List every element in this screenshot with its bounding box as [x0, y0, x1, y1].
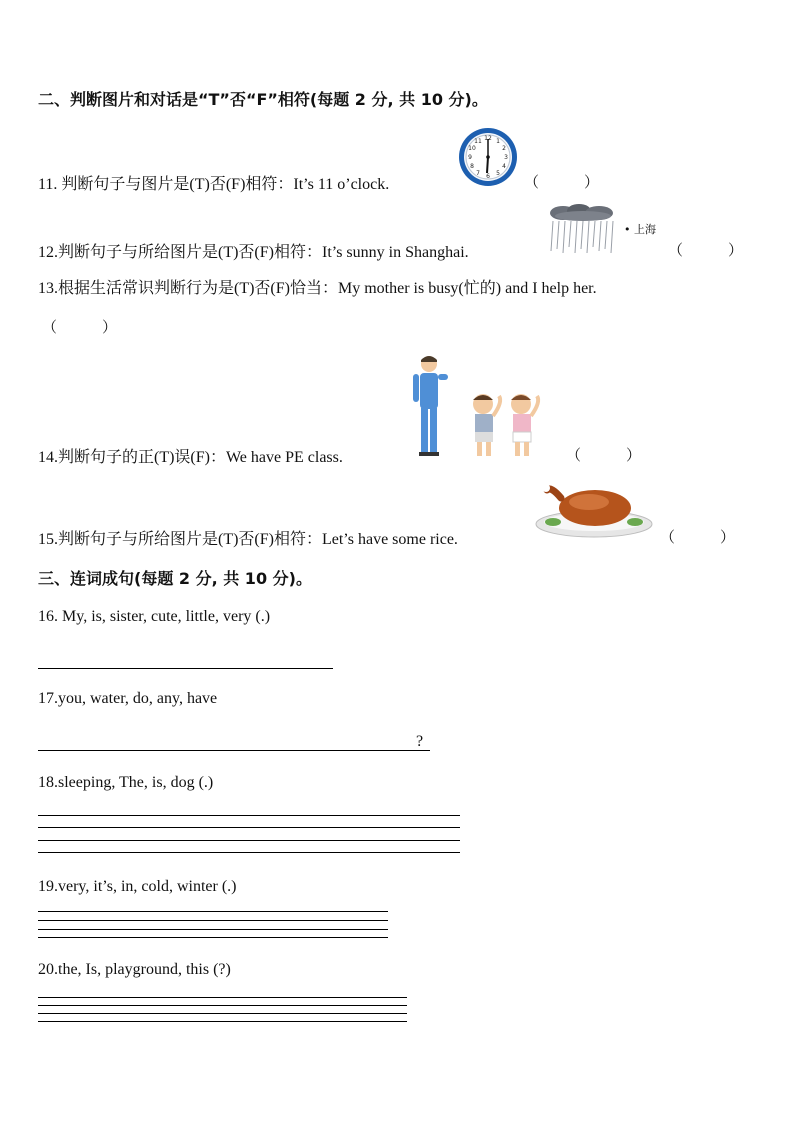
answer-line-20d[interactable]: [38, 1021, 407, 1022]
svg-text:10: 10: [468, 145, 476, 152]
answer-line-19a[interactable]: [38, 911, 388, 912]
answer-line-18a[interactable]: [38, 815, 460, 816]
answer-line-18d[interactable]: [38, 852, 460, 853]
svg-text:11: 11: [474, 138, 482, 145]
question-19: 19.very, it’s, in, cold, winter (.): [38, 878, 237, 895]
answer-line-19c[interactable]: [38, 929, 388, 930]
roast-turkey-icon: [533, 478, 655, 542]
svg-text:8: 8: [470, 163, 474, 170]
svg-text:9: 9: [468, 154, 472, 161]
question-16: 16. My, is, sister, cute, little, very (.): [38, 608, 271, 625]
question-20: 20.the, Is, playground, this (?): [38, 961, 231, 978]
question-11: 11. 判断句子与图片是(T)否(F)相符：It’s 11 o’clock.: [38, 176, 390, 193]
answer-blank-13[interactable]: （ ）: [42, 320, 118, 336]
rain-cloud-icon: [547, 203, 619, 255]
svg-text:5: 5: [496, 170, 500, 177]
svg-text:2: 2: [502, 145, 506, 152]
answer-line-18b[interactable]: [38, 827, 460, 828]
answer-line-20c[interactable]: [38, 1013, 407, 1014]
answer-line-19b[interactable]: [38, 920, 388, 921]
shanghai-label: • 上海: [624, 223, 656, 236]
answer-line-20b[interactable]: [38, 1005, 407, 1006]
exercise-people-icon: [407, 352, 547, 462]
svg-text:6: 6: [486, 173, 490, 180]
clock-icon: [456, 126, 520, 188]
answer-line-19d[interactable]: [38, 937, 388, 938]
answer-line-20a[interactable]: [38, 997, 407, 998]
question-mark-17: ?: [416, 733, 424, 750]
answer-blank-12[interactable]: （ ）: [668, 243, 744, 259]
question-13: 13.根据生活常识判断行为是(T)否(F)恰当：My mother is busy(忙的) and I help her.: [38, 280, 597, 297]
svg-text:7: 7: [476, 170, 480, 177]
svg-text:3: 3: [504, 154, 508, 161]
answer-line-18c[interactable]: [38, 840, 460, 841]
question-17: 17.you, water, do, any, have: [38, 690, 218, 707]
answer-blank-11[interactable]: （ ）: [524, 175, 600, 191]
question-14: 14.判断句子的正(T)误(F)：We have PE class.: [38, 449, 343, 466]
section-3-title: 三、连词成句(每题 2 分, 共 10 分)。: [38, 569, 312, 588]
question-18: 18.sleeping, The, is, dog (.): [38, 774, 214, 791]
answer-line-16[interactable]: [38, 668, 333, 669]
answer-blank-14[interactable]: （ ）: [566, 448, 642, 464]
question-15: 15.判断句子与所给图片是(T)否(F)相符：Let’s have some rice.: [38, 531, 458, 548]
svg-text:1: 1: [496, 138, 500, 145]
question-12: 12.判断句子与所给图片是(T)否(F)相符：It’s sunny in Shanghai.: [38, 244, 469, 261]
section-2-title: 二、判断图片和对话是“T”否“F”相符(每题 2 分, 共 10 分)。: [38, 90, 488, 109]
answer-blank-15[interactable]: （ ）: [660, 530, 736, 546]
svg-text:12: 12: [484, 135, 492, 142]
svg-text:4: 4: [502, 163, 506, 170]
answer-line-17[interactable]: [38, 750, 430, 751]
